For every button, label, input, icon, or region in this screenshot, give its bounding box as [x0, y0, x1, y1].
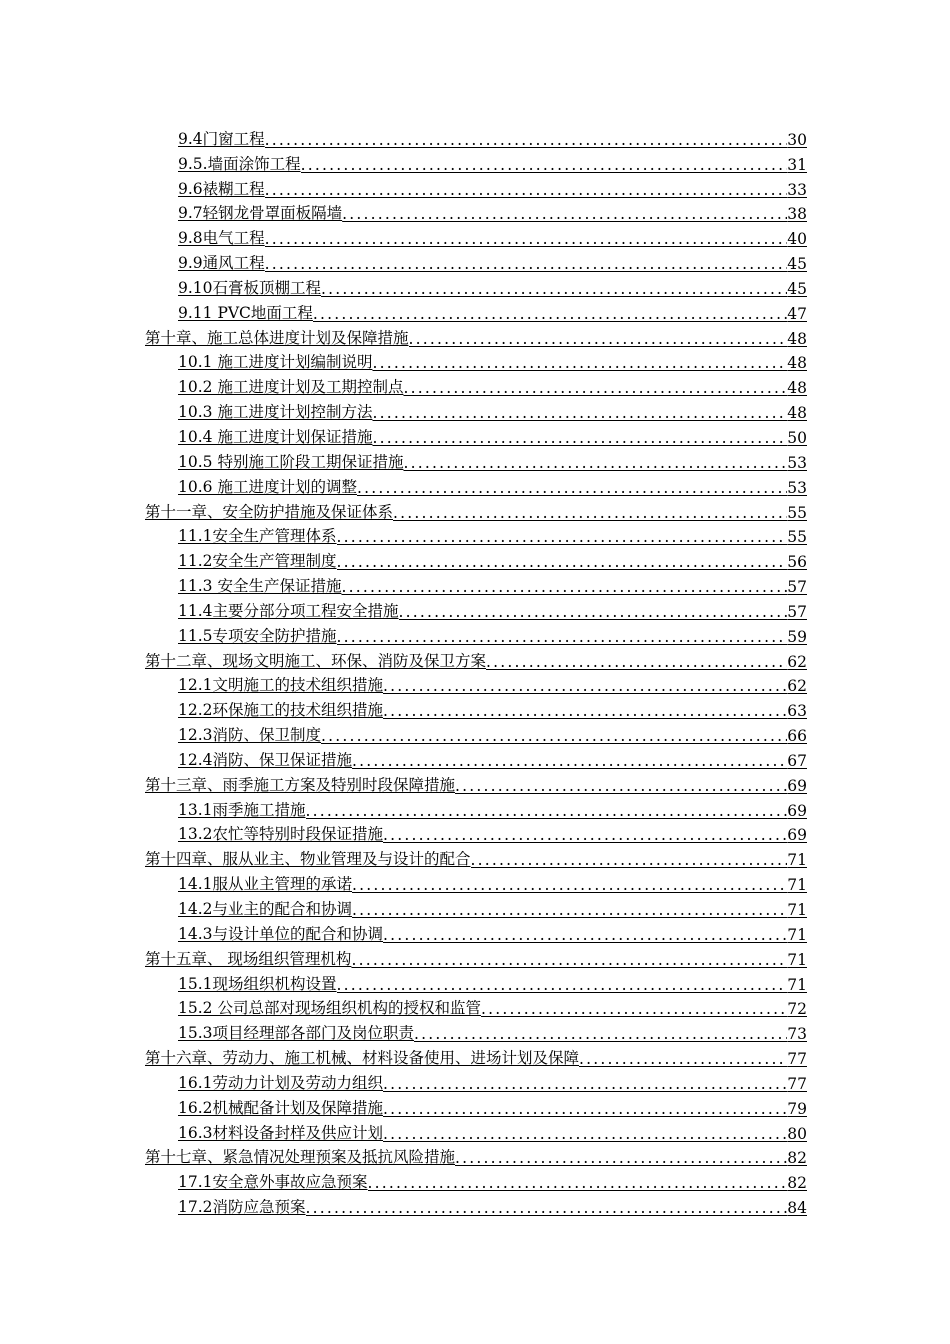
toc-dot-leader	[321, 727, 787, 745]
toc-page-number: 72	[787, 1000, 807, 1019]
toc-page-number: 69	[787, 826, 807, 845]
toc-dot-leader	[341, 578, 787, 596]
toc-chapter-link[interactable]	[145, 1043, 807, 1068]
toc-section-link[interactable]	[145, 522, 807, 547]
toc-dot-leader	[399, 603, 788, 621]
toc-page-number: 73	[787, 1025, 807, 1044]
toc-entry-title: 12.2环保施工的技术组织措施	[178, 701, 384, 720]
toc-entry-title: 13.1雨季施工措施	[178, 800, 306, 819]
toc-dot-leader	[455, 777, 787, 795]
toc-entry-title: 14.2与业主的配合和协调	[178, 900, 353, 918]
toc-section-link[interactable]	[145, 571, 807, 596]
toc-section-link[interactable]	[145, 422, 807, 447]
toc-dot-leader	[383, 926, 787, 944]
toc-entry-title: 第十章、施工总体进度计划及保障措施	[145, 328, 409, 347]
toc-entry-title: 10.5 特别施工阶段工期保证措施	[178, 452, 404, 471]
toc-dot-leader	[337, 528, 788, 546]
toc-section-link[interactable]	[145, 472, 807, 497]
toc-dot-leader	[321, 280, 787, 298]
toc-entry-title: 15.1现场组织机构设置	[178, 974, 337, 993]
toc-section-link[interactable]	[145, 199, 807, 224]
toc-section-link[interactable]	[145, 273, 807, 298]
toc-entry-title: 11.2安全生产管理制度	[178, 552, 337, 571]
toc-dot-leader	[372, 404, 787, 422]
toc-section-link[interactable]	[145, 720, 807, 745]
toc-section-link[interactable]	[145, 671, 807, 696]
toc-chapter-link[interactable]	[145, 646, 807, 671]
toc-page-number: 48	[787, 329, 807, 348]
toc-page-number: 38	[787, 205, 807, 224]
toc-section-link[interactable]	[145, 894, 807, 919]
toc-entry-title: 14.3与设计单位的配合和协调	[178, 924, 384, 943]
toc-section-link[interactable]	[145, 546, 807, 571]
toc-dot-leader	[265, 181, 788, 199]
toc-section-link[interactable]	[145, 348, 807, 373]
toc-entry-title: 16.3材料设备封样及供应计划	[178, 1123, 384, 1142]
toc-dot-leader	[265, 230, 788, 248]
toc-section-link[interactable]	[145, 994, 807, 1019]
toc-entry-title: 11.4主要分部分项工程安全措施	[178, 601, 399, 620]
toc-page-number: 48	[787, 404, 807, 423]
toc-dot-leader	[383, 1075, 787, 1093]
toc-entry-title: 15.3项目经理部各部门及岗位职责	[178, 1024, 415, 1043]
toc-chapter-link[interactable]	[145, 323, 807, 348]
toc-dot-leader	[471, 851, 788, 869]
toc-page-number: 66	[787, 727, 807, 746]
toc-page-number: 48	[787, 379, 807, 398]
toc-entry-title: 13.2农忙等特别时段保证措施	[178, 825, 384, 844]
toc-page-number: 69	[787, 776, 807, 795]
toc-page-number: 59	[787, 627, 807, 646]
toc-section-link[interactable]	[145, 596, 807, 621]
toc-page-number: 57	[787, 602, 807, 621]
toc-entry-title: 9.7轻钢龙骨罩面板隔墙	[178, 204, 343, 223]
toc-section-link[interactable]	[145, 621, 807, 646]
toc-entry-title: 9.9通风工程	[178, 254, 265, 273]
toc-dot-leader	[383, 826, 787, 844]
toc-page-number: 57	[787, 578, 807, 597]
toc-section-link[interactable]	[145, 1192, 807, 1217]
toc-page-number: 45	[787, 255, 807, 274]
toc-section-link[interactable]	[145, 447, 807, 472]
toc-entry-title: 第十二章、现场文明施工、环保、消防及保卫方案	[145, 651, 487, 670]
toc-page-number: 56	[787, 553, 807, 572]
toc-page-number: 50	[787, 428, 807, 447]
toc-dot-leader	[383, 1125, 787, 1143]
toc-page-number: 33	[787, 180, 807, 199]
toc-chapter-link[interactable]	[145, 944, 807, 969]
toc-section-link[interactable]	[145, 1118, 807, 1143]
toc-entry-title: 第十一章、安全防护措施及保证体系	[145, 502, 394, 521]
toc-dot-leader	[265, 131, 788, 149]
toc-page-number: 84	[787, 1199, 807, 1218]
toc-section-link[interactable]	[145, 298, 807, 323]
toc-entry-title: 10.6 施工进度计划的调整	[178, 477, 357, 496]
toc-section-link[interactable]	[145, 969, 807, 994]
toc-entry-title: 第十六章、劳动力、施工机械、材料设备使用、进场计划及保障	[145, 1049, 580, 1068]
toc-dot-leader	[306, 1199, 788, 1217]
toc-dot-leader	[393, 504, 787, 522]
toc-section-link[interactable]	[145, 1068, 807, 1093]
toc-page-number: 71	[787, 876, 807, 895]
toc-entry-title: 15.2 公司总部对现场组织机构的授权和监管	[178, 999, 481, 1018]
toc-page-number: 69	[787, 801, 807, 820]
toc-chapter-link[interactable]	[145, 497, 807, 522]
toc-section-link[interactable]	[145, 149, 807, 174]
toc-dot-leader	[383, 677, 787, 695]
toc-entry-title: 10.1 施工进度计划编制说明	[178, 353, 373, 372]
toc-entry-title: 9.11 PVC地面工程	[178, 303, 313, 322]
toc-dot-leader	[403, 379, 787, 397]
toc-dot-leader	[351, 951, 787, 969]
toc-page-number: 82	[787, 1149, 807, 1168]
toc-entry-title: 11.5专项安全防护措施	[178, 626, 337, 645]
toc-dot-leader	[352, 901, 787, 919]
toc-section-link[interactable]	[145, 124, 807, 149]
toc-page-number: 71	[787, 925, 807, 944]
toc-entry-title: 12.3消防、保卫制度	[178, 726, 322, 745]
toc-page-number: 79	[787, 1099, 807, 1118]
toc-entry-title: 第十四章、服从业主、物业管理及与设计的配合	[145, 850, 471, 869]
toc-dot-leader	[403, 454, 787, 472]
toc-entry-title: 16.2机械配备计划及保障措施	[178, 1098, 384, 1117]
toc-entry-title: 9.10石膏板顶棚工程	[178, 278, 322, 297]
toc-dot-leader	[455, 1149, 787, 1167]
toc-section-link[interactable]	[145, 1018, 807, 1043]
toc-entry-title: 第十七章、紧急情况处理预案及抵抗风险措施	[145, 1148, 456, 1167]
toc-section-link[interactable]	[145, 869, 807, 894]
toc-page-number: 71	[787, 975, 807, 994]
toc-page-number: 45	[787, 279, 807, 298]
toc-page-number: 71	[787, 901, 807, 919]
toc-entry-title: 第十五章、 现场组织管理机构	[145, 949, 352, 968]
toc-dot-leader	[313, 305, 787, 323]
toc-section-link[interactable]	[145, 745, 807, 770]
toc-page-number: 82	[787, 1174, 807, 1193]
toc-page-number: 53	[787, 478, 807, 497]
toc-page-number: 77	[787, 1050, 807, 1069]
toc-dot-leader	[342, 205, 787, 223]
toc-dot-leader	[352, 752, 787, 770]
toc-entry-title: 第十三章、雨季施工方案及特别时段保障措施	[145, 775, 456, 794]
toc-entry-title: 10.3 施工进度计划控制方法	[178, 403, 373, 422]
toc-chapter-link[interactable]	[145, 770, 807, 795]
toc-dot-leader	[352, 876, 787, 894]
toc-dot-leader	[337, 553, 788, 571]
toc-section-link[interactable]	[145, 223, 807, 248]
toc-chapter-link[interactable]	[145, 844, 807, 869]
toc-dot-leader	[414, 1025, 787, 1043]
toc-dot-leader	[486, 653, 787, 671]
toc-page-number: 67	[787, 751, 807, 770]
toc-section-link[interactable]	[145, 372, 807, 397]
toc-page-number: 62	[787, 677, 807, 696]
toc-section-link[interactable]	[145, 174, 807, 199]
toc-entry-title: 9.6裱糊工程	[178, 179, 265, 198]
toc-page-number: 80	[787, 1124, 807, 1143]
toc-dot-leader	[301, 156, 788, 174]
toc-page-number: 30	[787, 130, 807, 149]
toc-section-link[interactable]	[145, 795, 807, 820]
toc-section-link[interactable]	[145, 248, 807, 273]
toc-section-link[interactable]	[145, 1093, 807, 1118]
toc-page-number: 48	[787, 354, 807, 373]
toc-section-link[interactable]	[145, 1167, 807, 1192]
toc-dot-leader	[579, 1050, 787, 1068]
toc-entry-title: 9.5.墙面涂饰工程	[178, 154, 301, 173]
toc-page-number: 47	[787, 304, 807, 323]
toc-entry-title: 16.1劳动力计划及劳动力组织	[178, 1073, 384, 1092]
toc-dot-leader	[337, 628, 788, 646]
toc-entry-title: 12.1文明施工的技术组织措施	[178, 676, 384, 695]
toc-page-number: 40	[787, 230, 807, 249]
toc-entry-title: 17.1安全意外事故应急预案	[178, 1173, 368, 1192]
toc-entry-title: 9.8电气工程	[178, 229, 265, 248]
toc-dot-leader	[481, 1000, 787, 1018]
toc-section-link[interactable]	[145, 397, 807, 422]
toc-entry-title: 17.2消防应急预案	[178, 1198, 306, 1217]
toc-page-number: 55	[787, 503, 807, 522]
toc-page-number: 63	[787, 702, 807, 721]
toc-page-number: 55	[787, 528, 807, 547]
toc-dot-leader	[383, 702, 787, 720]
toc-page-number: 53	[787, 453, 807, 472]
toc-dot-leader	[368, 1174, 788, 1192]
toc-entry-title: 9.4门窗工程	[178, 129, 265, 148]
toc-section-link[interactable]	[145, 820, 807, 845]
toc-dot-leader	[372, 354, 787, 372]
toc-chapter-link[interactable]	[145, 1143, 807, 1168]
toc-entry-title: 10.2 施工进度计划及工期控制点	[178, 378, 404, 397]
toc-dot-leader	[383, 1100, 787, 1118]
toc-section-link[interactable]	[145, 919, 807, 944]
toc-dot-leader	[265, 255, 788, 273]
toc-page-number: 71	[787, 851, 807, 870]
toc-entry-title: 11.3 安全生产保证措施	[178, 577, 342, 596]
toc-page-number: 31	[787, 155, 807, 174]
toc-dot-leader	[357, 479, 787, 497]
toc-page-number: 62	[787, 652, 807, 671]
toc-entry-title: 10.4 施工进度计划保证措施	[178, 427, 373, 446]
toc-page-number: 77	[787, 1074, 807, 1093]
toc-section-link[interactable]	[145, 695, 807, 720]
toc-dot-leader	[409, 330, 788, 348]
toc-entry-title: 14.1服从业主管理的承诺	[178, 875, 353, 894]
toc-dot-leader	[372, 429, 787, 447]
toc-page-number: 71	[787, 950, 807, 969]
toc-entry-title: 12.4消防、保卫保证措施	[178, 750, 353, 769]
table-of-contents	[145, 124, 807, 1217]
toc-dot-leader	[306, 802, 788, 820]
toc-dot-leader	[337, 976, 788, 994]
toc-entry-title: 11.1安全生产管理体系	[178, 527, 337, 546]
